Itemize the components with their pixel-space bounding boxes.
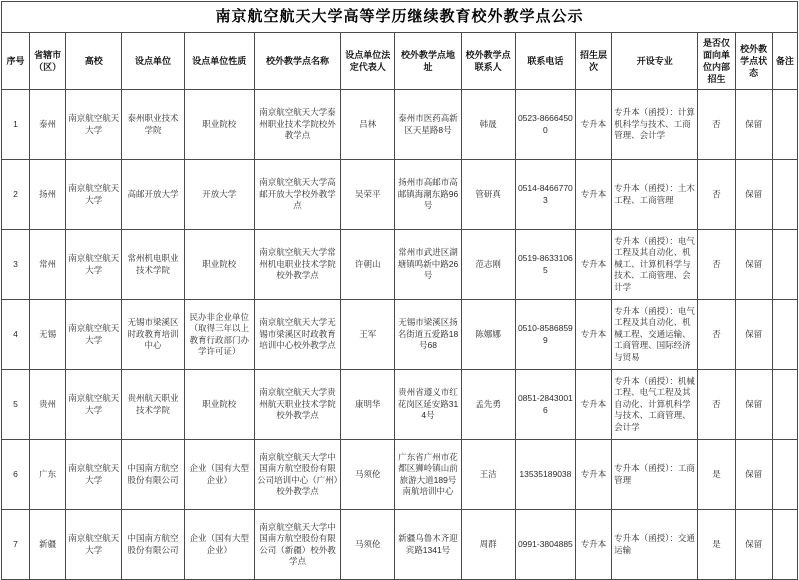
column-header: 序号 [2,33,30,90]
table-cell: 专升本 [575,160,611,230]
table-cell: 南京航空航天大学 [66,160,122,230]
table-cell: 常州机电职业技术学院 [122,230,184,300]
table-cell: 无锡 [30,300,66,370]
table-cell: 南京航空航天大学中国南方航空股份有限公司（新疆）校外教学点 [254,510,340,580]
table-cell: 保留 [735,230,772,300]
table-head [2,2,798,90]
table-cell: 民办非企业单位（取得三年以上教育行政部门办学许可证） [184,300,254,370]
table-cell: 泰州 [30,90,66,160]
column-header: 校外教学点地址 [395,33,461,90]
column-header: 开设专业 [612,33,698,90]
table-cell: 南京航空航天大学 [66,510,122,580]
table-cell: 职业院校 [184,90,254,160]
table-cell: 扬州 [30,160,66,230]
column-header: 备注 [772,33,797,90]
table-cell [772,160,797,230]
column-header: 高校 [66,33,122,90]
table-cell: 保留 [735,300,772,370]
table-cell: 职业院校 [184,230,254,300]
table-row [2,300,798,370]
table-cell: 4 [2,300,30,370]
table-cell: 贵州 [30,370,66,440]
announcement-sheet [0,1,799,578]
table-cell: 3 [2,230,30,300]
table-cell: 王洁 [461,440,515,510]
table-cell: 13535189038 [515,440,575,510]
table-cell: 0851-28430016 [515,370,575,440]
table-cell: 王军 [341,300,395,370]
table-cell [772,370,797,440]
column-header: 是否仅面向单位内部招生 [698,33,735,90]
table-cell: 泰州职业技术学院 [122,90,184,160]
column-header: 设点单位法定代表人 [341,33,395,90]
table-cell: 马须伦 [341,510,395,580]
header-row [2,33,798,90]
table-cell: 新疆 [30,510,66,580]
table-cell: 专升本 [575,90,611,160]
table-cell: 专升本（函授）：电气工程及其自动化、机械工程、交通运输、工商管理、国际经济与贸易 [612,300,698,370]
table-cell: 南京航空航天大学 [66,300,122,370]
column-header: 联系电话 [515,33,575,90]
title-row [2,2,798,33]
table-cell: 专升本（函授）：电气工程及其自动化、机械工、计算机科学与技术、工商管理、会计学 [612,230,698,300]
table-cell: 常州 [30,230,66,300]
table-row [2,160,798,230]
table-cell: 否 [698,160,735,230]
column-header: 校外教学点联系人 [461,33,515,90]
table-cell: 吕林 [341,90,395,160]
table-cell: 泰州市医药高新区天星路8号 [395,90,461,160]
table-cell: 保留 [735,370,772,440]
table-cell: 专升本（函授）：机械工程、电气工程及其自动化、计算机科学与技术、工商管理、会计学 [612,370,698,440]
table-cell: 广东 [30,440,66,510]
table-cell: 南京航空航天大学中国南方航空股份有限公司培训中心（广州）校外教学点 [254,440,340,510]
table-cell: 南京航空航天大学无锡市梁溪区时政教育培训中心校外教学点 [254,300,340,370]
table-cell: 5 [2,370,30,440]
table-cell: 管研真 [461,160,515,230]
table-cell: 贵州省遵义市红花岗区延安路314号 [395,370,461,440]
table-cell: 保留 [735,90,772,160]
table-cell: 企业（国有大型企业） [184,510,254,580]
table-cell: 2 [2,160,30,230]
table-cell: 否 [698,90,735,160]
column-header: 招生层次 [575,33,611,90]
table-cell: 否 [698,230,735,300]
table-cell: 南京航空航天大学 [66,90,122,160]
table-cell: 1 [2,90,30,160]
table-row [2,370,798,440]
table-cell: 孟先勇 [461,370,515,440]
table-cell: 专升本（函授）：交通运输 [612,510,698,580]
table-cell [772,90,797,160]
table-cell: 是 [698,510,735,580]
table-cell: 专升本 [575,370,611,440]
table-cell [772,510,797,580]
column-header: 校外教学点状态 [735,33,772,90]
table-cell: 南京航空航天大学 [66,370,122,440]
table-cell: 贵州航天职业技术学院 [122,370,184,440]
table-cell: 专升本 [575,510,611,580]
table-cell: 中国南方航空股份有限公司 [122,510,184,580]
table-cell: 否 [698,300,735,370]
table-cell: 范志刚 [461,230,515,300]
table-cell: 保留 [735,440,772,510]
table-cell: 南京航空航天大学 [66,440,122,510]
table-cell: 南京航空航天大学贵州航天职业技术学院校外教学点 [254,370,340,440]
table-cell: 吴荣平 [341,160,395,230]
table-cell: 南京航空航天大学高邮开放大学校外教学点 [254,160,340,230]
table-cell: 新疆乌鲁木齐迎宾路1341号 [395,510,461,580]
table-cell: 专升本 [575,440,611,510]
table-cell: 保留 [735,510,772,580]
table-cell: 高邮开放大学 [122,160,184,230]
table-cell: 0510-85868599 [515,300,575,370]
table-cell: 马须伦 [341,440,395,510]
table-cell: 专升本 [575,300,611,370]
table-cell: 6 [2,440,30,510]
table-body [2,90,798,580]
table-cell [772,230,797,300]
table-cell: 周群 [461,510,515,580]
table-cell: 0519-86331065 [515,230,575,300]
table-cell: 广东省广州市花都区狮岭镇山前旅游大道189号南航培训中心 [395,440,461,510]
table-cell: 常州市武进区湖塘镇鸣新中路26号 [395,230,461,300]
table-cell: 扬州市高邮市高邮镇海潮东路96号 [395,160,461,230]
table-cell: 无锡市梁溪区扬名街道五爱路18号68 [395,300,461,370]
table-row [2,230,798,300]
table-cell: 专升本 [575,230,611,300]
table-cell: 无锡市梁溪区时政教育培训中心 [122,300,184,370]
column-header: 设点单位性质 [184,33,254,90]
table-row [2,90,798,160]
table-cell: 是 [698,440,735,510]
table-cell: 韩晟 [461,90,515,160]
column-header: 设点单位 [122,33,184,90]
table-cell: 企业（国有大型企业） [184,440,254,510]
table-cell: 0523-86664500 [515,90,575,160]
table-row [2,440,798,510]
table-cell: 中国南方航空股份有限公司 [122,440,184,510]
table-cell: 专升本（函授）：工商管理 [612,440,698,510]
table-cell: 0514-84667703 [515,160,575,230]
table-cell: 专升本（函授）：计算机科学与技术、工商管理、会计学 [612,90,698,160]
table-cell: 专升本（函授）：土木工程、工商管理 [612,160,698,230]
table-cell: 否 [698,370,735,440]
column-header: 省辖市（区） [30,33,66,90]
table-cell: 南京航空航天大学泰州职业技术学院校外教学点 [254,90,340,160]
table-cell: 陈娜娜 [461,300,515,370]
table-cell: 保留 [735,160,772,230]
table-cell: 开放大学 [184,160,254,230]
table-cell [772,300,797,370]
table-cell: 南京航空航天大学常州机电职业技术学院校外教学点 [254,230,340,300]
teaching-points-table [1,1,798,580]
table-cell [772,440,797,510]
table-cell: 康明华 [341,370,395,440]
table-row [2,510,798,580]
page-title: 南京航空航天大学高等学历继续教育校外教学点公示 [2,2,798,33]
column-header: 校外教学点名称 [254,33,340,90]
table-cell: 南京航空航天大学 [66,230,122,300]
table-cell: 许朝山 [341,230,395,300]
table-cell: 职业院校 [184,370,254,440]
table-cell: 0991-3804885 [515,510,575,580]
table-cell: 7 [2,510,30,580]
